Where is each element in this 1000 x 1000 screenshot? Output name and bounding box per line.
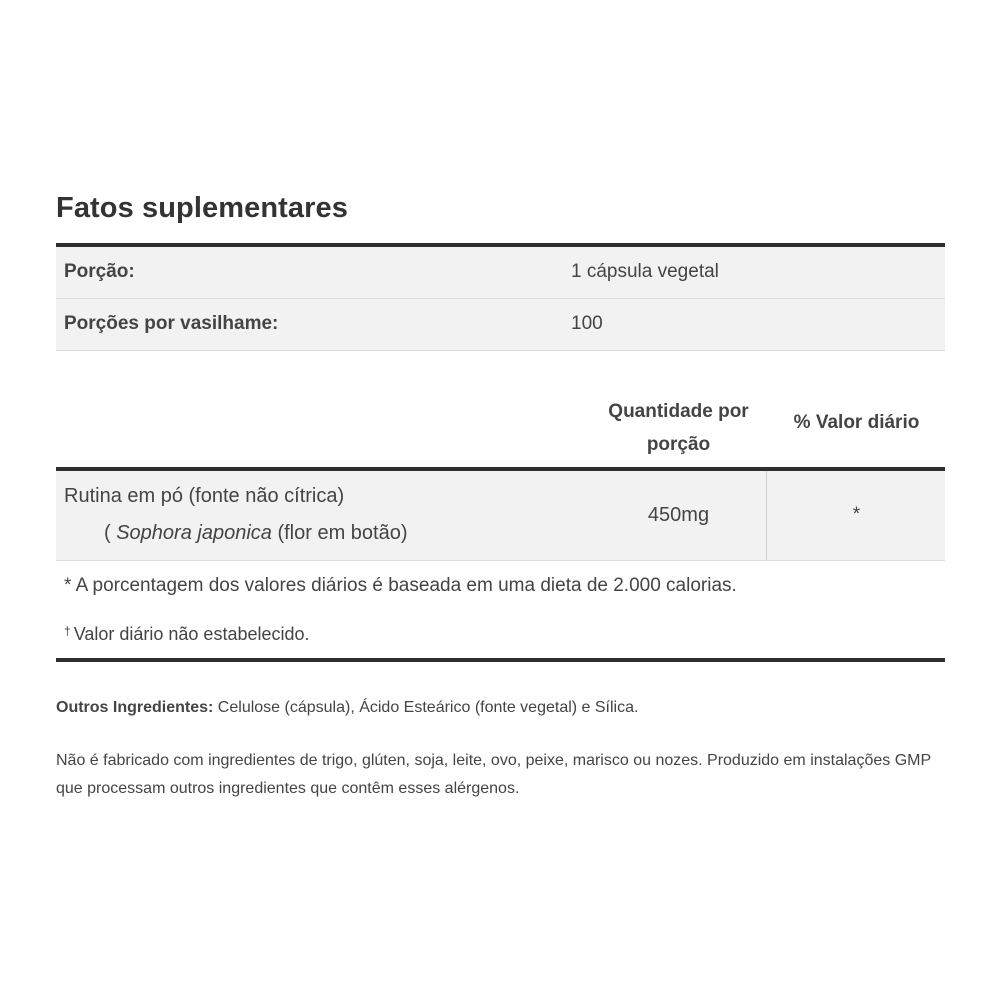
ingredient-daily-value: * xyxy=(852,504,861,525)
daily-value-footnote: * A porcentagem dos valores diários é baseada em uma dieta de 2.000 calorias. xyxy=(64,575,737,596)
ingredient-name: Rutina em pó (fonte não cítrica) xyxy=(64,485,345,507)
serving-size-row xyxy=(56,247,945,299)
column-headers xyxy=(56,395,945,467)
ingredient-source-species: Sophora japonica xyxy=(116,522,272,544)
ingredient-source xyxy=(104,522,408,545)
other-ingredients-label: Outros Ingredientes: xyxy=(56,699,214,716)
serving-size-value: 1 cápsula vegetal xyxy=(571,261,719,282)
not-established-text: Valor diário não estabelecido. xyxy=(73,624,310,644)
serving-size-label: Porção: xyxy=(64,261,135,282)
other-ingredients xyxy=(56,699,945,717)
amount-header-line2: porção xyxy=(646,434,711,455)
amount-header-line1: Quantidade por xyxy=(608,401,749,422)
ingredient-source-part: (flor em botão) xyxy=(271,522,408,544)
amount-per-serving-header xyxy=(591,395,766,461)
servings-per-container-label: Porções por vasilhame: xyxy=(64,313,279,334)
not-established-footnote xyxy=(64,624,310,645)
ingredient-row xyxy=(56,471,945,561)
panel-title: Fatos suplementares xyxy=(56,192,348,224)
other-ingredients-text: Celulose (cápsula), Ácido Esteárico (fonte vegetal) e Sílica. xyxy=(213,699,639,716)
servings-per-container-value: 100 xyxy=(571,313,603,334)
daily-value-header: % Valor diário xyxy=(793,412,920,433)
dagger-symbol: † xyxy=(64,624,71,638)
allergen-statement: Não é fabricado com ingredientes de trigo, glúten, soja, leite, ovo, peixe, marisco ou nozes. Produzido em instalações GMP que processam outros ingredientes que contêm esses alérgenos. xyxy=(56,752,931,797)
servings-per-container-row xyxy=(56,299,945,351)
bottom-divider xyxy=(56,658,945,662)
ingredient-amount: 450mg xyxy=(647,504,710,526)
serving-info-table xyxy=(56,247,945,351)
column-separator xyxy=(766,471,767,560)
ingredient-source-open: ( xyxy=(104,522,117,544)
